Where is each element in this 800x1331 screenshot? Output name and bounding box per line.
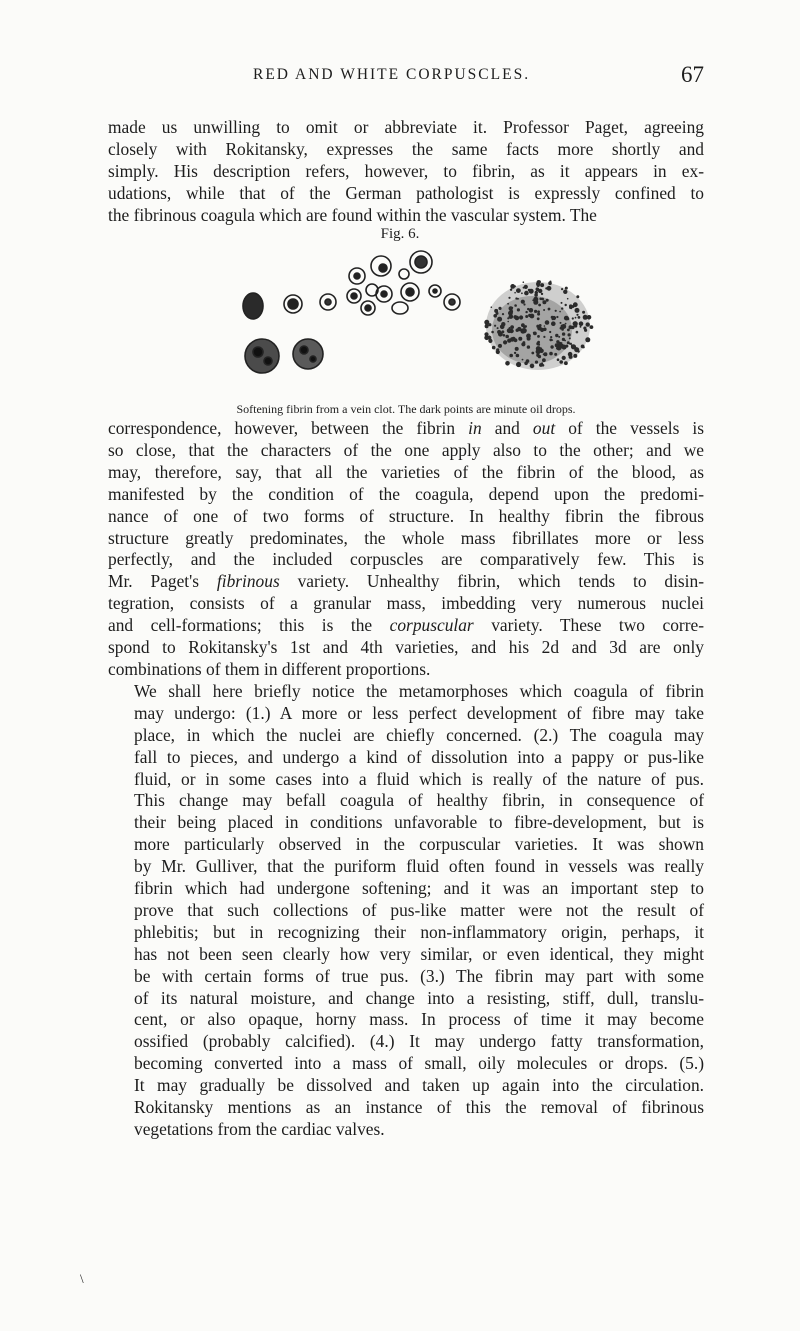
oil-drop <box>522 359 524 361</box>
paragraph-top-line: the fibrinous coagula which are found within the vascular system. The <box>108 204 597 225</box>
oil-drop <box>540 283 544 287</box>
paragraph-main <box>108 418 704 1141</box>
oil-drop <box>569 304 572 307</box>
oil-drop <box>558 342 561 345</box>
oil-drop <box>567 329 570 332</box>
oil-drop <box>531 352 534 355</box>
oil-drop <box>539 347 542 350</box>
oil-drop <box>564 316 569 321</box>
paragraph-main-line: correspondence, however, between the fibrin in and out of the vessels is <box>108 418 705 438</box>
oil-drop <box>488 336 490 338</box>
running-head <box>108 62 704 92</box>
oil-drop <box>522 328 527 333</box>
oil-drop <box>509 354 513 358</box>
oil-drop <box>537 317 540 320</box>
paragraph-main-line: nance of one of two forms of structure. In healthy fibrin the fibrous <box>108 505 704 526</box>
oil-drop <box>544 325 546 327</box>
oil-drop <box>547 286 552 291</box>
figure-caption: Softening fibrin from a vein clot. The dark points are minute oil drops. <box>236 402 576 416</box>
paragraph-second-line: ossified (probably calcified). (4.) It may undergo fatty transformation, <box>134 1031 704 1052</box>
oil-drop <box>563 290 567 294</box>
oil-drop <box>577 350 579 352</box>
oil-drop <box>573 321 578 326</box>
oil-drop <box>518 337 522 341</box>
oil-drop <box>552 316 556 320</box>
oil-drop <box>540 328 544 332</box>
oil-drop <box>560 322 562 324</box>
oil-drop <box>541 293 543 295</box>
oil-drop <box>516 329 519 332</box>
oil-drop <box>585 337 590 342</box>
oil-drop <box>555 343 559 347</box>
oil-drop <box>551 321 556 326</box>
oil-drop <box>510 289 512 291</box>
oil-drop <box>535 361 537 363</box>
oil-drop <box>514 304 517 307</box>
oil-drop <box>576 295 579 298</box>
oil-drop <box>519 315 523 319</box>
oil-drop <box>543 336 545 338</box>
oil-drop <box>514 338 518 342</box>
oil-drop <box>515 297 517 299</box>
oil-drop <box>550 336 552 338</box>
oil-drop <box>527 337 531 341</box>
oil-drop <box>550 281 552 283</box>
oil-drop <box>550 345 553 348</box>
paragraph-main-line: may, therefore, say, that all the varieties of the fibrin of the blood, as <box>108 461 704 482</box>
oil-drop <box>505 335 509 339</box>
oil-drop <box>575 317 577 319</box>
oil-drop <box>562 332 565 335</box>
paragraph-top-line: udations, while that of the German pathologist is expressly confined to <box>108 182 704 203</box>
oil-drop <box>549 331 551 333</box>
oil-drop <box>564 361 568 365</box>
oil-drop <box>491 306 493 308</box>
oil-drop <box>530 314 535 319</box>
oil-drop <box>507 303 509 305</box>
paragraph-main-line: perfectly, and the included corpuscles are comparatively few. This is <box>108 549 704 570</box>
oil-drop <box>561 328 564 331</box>
oil-drop <box>561 288 563 290</box>
oil-drop <box>507 328 512 333</box>
oil-drop <box>542 358 546 362</box>
oil-drop <box>542 300 546 304</box>
oil-drop <box>492 346 496 350</box>
oil-drop <box>524 291 529 296</box>
oil-drop <box>488 339 492 343</box>
oil-drop <box>525 315 528 318</box>
oil-drop <box>538 304 541 307</box>
paragraph-main-line: manifested by the condition of the coagula, depend upon the predomi- <box>108 483 704 504</box>
oil-drop <box>537 335 540 338</box>
oil-drop <box>535 291 538 294</box>
oil-drop <box>561 324 566 329</box>
oil-drop <box>533 332 535 334</box>
oil-drop <box>521 300 525 304</box>
oil-drop <box>507 321 509 323</box>
oil-drop <box>543 309 545 311</box>
oil-drop <box>539 363 543 367</box>
oil-drop <box>485 324 489 328</box>
oil-drop <box>582 311 585 314</box>
oil-drop <box>561 307 563 309</box>
oil-drop <box>529 289 534 294</box>
oil-drop <box>555 334 558 337</box>
oil-drop <box>587 316 589 318</box>
paragraph-second-line: more particularly observed in the corpuscular varieties. It was shown <box>134 834 704 855</box>
oil-drop <box>516 288 521 293</box>
oil-drop <box>537 280 541 284</box>
oil-drop <box>517 308 520 311</box>
oil-drop <box>496 348 499 351</box>
oil-drop <box>516 354 520 358</box>
paragraph-second-line: fall to pieces, and undergo a kind of dissolution into a pappy or pus-like <box>134 746 704 767</box>
oil-drop <box>537 310 540 313</box>
paragraph-second-line: It may gradually be dissolved and taken up again into the circulation. <box>134 1075 704 1096</box>
oil-drop <box>565 287 568 290</box>
oil-drop <box>505 361 510 366</box>
paragraph-second-line: vegetations from the cardiac valves. <box>134 1119 385 1139</box>
paragraph-second-line: may undergo: (1.) A more or less perfect development of fibre may take <box>134 702 704 723</box>
paragraph-top-line: simply. His description refers, however, to fibrin, as it appears in ex- <box>108 160 704 181</box>
paragraph-main-line: and cell-formations; this is the corpuscular variety. These two corre- <box>108 615 704 636</box>
paragraph-second-line: phlebitis; but in recognizing their non-inflammatory origin, perhaps, it <box>134 921 704 942</box>
oil-drop <box>575 308 580 313</box>
paragraph-second-line: fibrin which had undergone softening; and it was an important step to <box>134 878 704 899</box>
page-number: 67 <box>681 62 704 87</box>
paragraph-second-line: of its natural moisture, and change into a resisting, stiff, dull, translu- <box>134 987 704 1008</box>
oil-drop <box>530 364 535 369</box>
paragraph-second-line: by Mr. Gulliver, that the puriform fluid often found in vessels was really <box>134 856 704 877</box>
oil-drop <box>494 325 496 327</box>
paragraph-main-line: tegration, consists of a granular mass, imbedding very numerous nuclei <box>108 593 704 614</box>
oil-drop <box>532 299 534 301</box>
oil-drop <box>501 322 505 326</box>
oil-drop <box>510 325 514 329</box>
granular-mass <box>484 280 593 370</box>
oil-drop <box>523 303 525 305</box>
oil-drop <box>562 356 566 360</box>
oil-drop <box>491 331 494 334</box>
oil-drop <box>514 292 516 294</box>
oil-drop <box>556 347 559 350</box>
oil-drop <box>497 327 499 329</box>
oil-drop <box>569 343 571 345</box>
oil-drop <box>568 333 571 336</box>
oil-drop <box>523 326 525 328</box>
oil-drop <box>555 310 557 312</box>
oil-drop <box>515 316 520 321</box>
oil-drop <box>557 358 560 361</box>
oil-drop <box>573 302 578 307</box>
paragraph-main-line: structure greatly predominates, the whole mass fibrillates more or less <box>108 527 704 548</box>
paragraph-top-line: closely with Rokitansky, expresses the same facts more shortly and <box>108 138 704 159</box>
oil-drop <box>497 330 501 334</box>
oil-drop <box>572 317 574 319</box>
paragraph-main-line: Mr. Paget's fibrinous variety. Unhealthy fibrin, which tends to disin- <box>108 571 704 592</box>
paragraph-second-line: their being placed in conditions unfavorable to fibre-development, but is <box>134 812 704 833</box>
oil-drop <box>484 332 488 336</box>
paragraph-second-line: has not been seen clearly how very similar, or even identical, they might <box>134 943 704 964</box>
oil-drop <box>502 313 504 315</box>
oil-drop <box>514 352 516 354</box>
oil-drop <box>526 359 530 363</box>
oil-drop <box>580 326 582 328</box>
oil-drop <box>559 311 561 313</box>
paragraph-second-line: be with certain forms of true pus. (3.) The fibrin may part with some <box>134 965 704 986</box>
oil-drop <box>497 317 502 322</box>
oil-drop <box>533 297 538 302</box>
oil-drop <box>564 340 566 342</box>
oil-drop <box>556 316 558 318</box>
oil-drop <box>523 281 525 283</box>
oil-drop <box>515 347 519 351</box>
running-title: RED AND WHITE CORPUSCLES. <box>253 66 531 83</box>
oil-drop <box>484 320 489 325</box>
oil-drop <box>573 354 577 358</box>
paragraph-second-line: fluid, or in some cases into a fluid which is really of the nature of pus. <box>134 768 704 789</box>
oil-drop <box>509 327 511 329</box>
oil-drop <box>511 307 513 309</box>
oil-drop <box>523 341 526 344</box>
oil-drop <box>585 329 587 331</box>
oil-drop <box>578 316 581 319</box>
oil-drop <box>545 320 550 325</box>
oil-drop <box>511 314 513 316</box>
oil-drop <box>590 325 594 329</box>
oil-drop <box>524 285 528 289</box>
oil-drop <box>561 302 563 304</box>
paragraph-second-line: becoming converted into a mass of small, oily molecules or drops. (5.) <box>134 1053 704 1074</box>
paragraph-second-line: prove that such collections of pus-like matter were not the result of <box>134 899 704 920</box>
oil-drop <box>581 323 583 325</box>
oil-drop <box>559 360 563 364</box>
oil-drop <box>569 337 571 339</box>
paragraph-top-line: made us unwilling to omit or abbreviate it. Professor Paget, agreeing <box>108 117 704 137</box>
oil-drop <box>549 339 552 342</box>
paragraph-second-line: This change may befall coagula of healthy fibrin, in consequence of <box>134 790 704 811</box>
oil-drop <box>539 324 542 327</box>
oil-drop <box>525 311 527 313</box>
oil-drop <box>565 304 567 306</box>
oil-drop <box>567 298 569 300</box>
oil-drop <box>569 355 573 359</box>
oil-drop <box>514 285 516 287</box>
paragraph-main-line: combinations of them in different proportions. <box>108 658 431 679</box>
oil-drop <box>549 352 553 356</box>
paragraph-main-line: spond to Rokitansky's 1st and 4th varieties, and his 2d and 3d are only <box>108 637 704 658</box>
paragraph-second-line: We shall here briefly notice the metamorphoses which coagula of fibrin <box>134 680 704 701</box>
oil-drop <box>503 334 506 337</box>
oil-drop <box>554 353 557 356</box>
oil-drop <box>516 362 521 367</box>
oil-drop <box>582 346 584 348</box>
oil-drop <box>498 344 502 348</box>
oil-drop <box>539 298 542 301</box>
paragraph-second-line: Rokitansky mentions as an instance of this the removal of fibrinous <box>134 1097 704 1118</box>
oil-drop <box>586 322 590 326</box>
margin-mark: \ <box>80 1271 84 1286</box>
oil-drop <box>527 345 530 348</box>
oil-drop <box>508 297 510 299</box>
oil-drop <box>558 336 560 338</box>
oil-drop <box>507 338 511 342</box>
oil-drop <box>534 310 537 313</box>
figure-illustration <box>200 246 620 401</box>
oil-drop <box>501 330 504 333</box>
oil-drop <box>536 342 539 345</box>
oil-drop <box>571 326 575 330</box>
oil-drop <box>538 289 542 293</box>
oil-drop <box>498 307 501 310</box>
oil-drop <box>494 309 498 313</box>
oil-drop <box>503 340 507 344</box>
paragraph-top <box>108 117 704 227</box>
oil-drop <box>548 308 551 311</box>
oil-drop <box>576 314 578 316</box>
oil-drop <box>565 323 567 325</box>
paragraph-second-line: place, in which the nuclei are chiefly concerned. (2.) The coagula may <box>134 724 704 745</box>
oil-drop <box>576 331 579 334</box>
oil-drop <box>529 308 534 313</box>
oil-drop <box>565 345 568 348</box>
oil-drop <box>543 353 545 355</box>
paragraph-main-line: so close, that the characters of the one apply also to the other; and we <box>108 439 704 460</box>
oil-drop <box>493 314 497 318</box>
oil-drop <box>521 292 523 294</box>
figure-label: Fig. 6. <box>380 226 420 242</box>
paragraph-second-line: cent, or also opaque, horny mass. In process of time it may become <box>134 1009 704 1030</box>
